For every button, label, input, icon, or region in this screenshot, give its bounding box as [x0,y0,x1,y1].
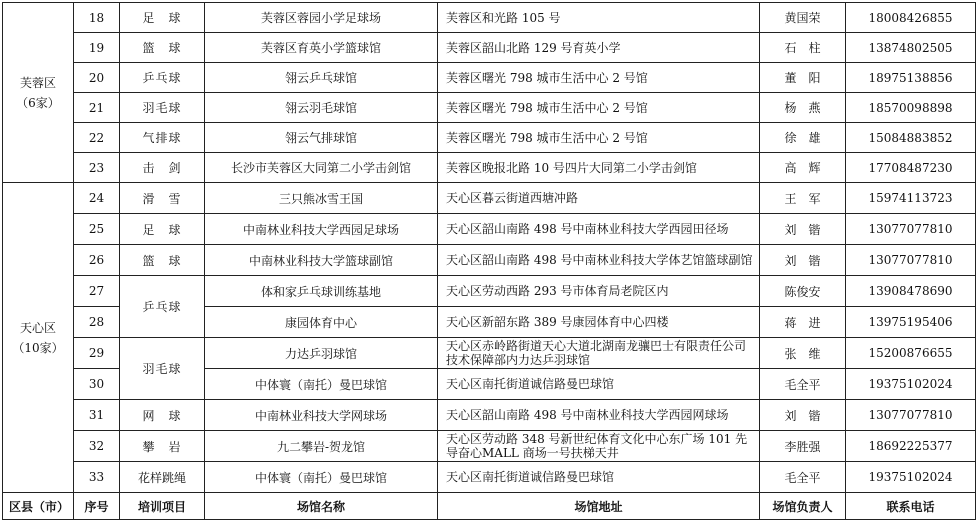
address-cell: 芙蓉区韶山北路 129 号育英小学 [438,33,760,63]
contact-cell: 刘 锴 [760,245,846,276]
address-cell: 芙蓉区曙光 798 城市生活中心 2 号馆 [438,63,760,93]
phone-cell: 13077077810 [846,400,976,431]
row-number: 31 [74,400,120,431]
phone-cell: 18570098898 [846,93,976,123]
venue-cell: 芙蓉区蓉园小学足球场 [205,3,438,33]
venue-cell: 芙蓉区育英小学篮球馆 [205,33,438,63]
sport-cell: 气排球 [120,123,205,153]
region-count: （6家） [16,95,60,110]
phone-cell: 19375102024 [846,462,976,493]
region-name: 芙蓉区 [19,75,56,90]
venue-cell: 中体寰（南托）曼巴球馆 [205,369,438,400]
header-sport: 培训项目 [120,493,205,520]
address-cell: 天心区南托街道诚信路曼巴球馆 [438,462,760,493]
row-number: 30 [74,369,120,400]
sport-cell: 羽毛球 [120,93,205,123]
address-cell: 天心区韶山南路 498 号中南林业科技大学西园网球场 [438,400,760,431]
venue-cell: 九二攀岩-贺龙馆 [205,431,438,462]
row-number: 28 [74,307,120,338]
sport-cell: 篮 球 [120,33,205,63]
table-row [3,153,976,183]
table-row [3,123,976,153]
contact-cell: 张 维 [760,338,846,369]
venue-cell: 长沙市芙蓉区大同第二小学击剑馆 [205,153,438,183]
contact-cell: 黄国荣 [760,3,846,33]
header-no: 序号 [74,493,120,520]
row-number: 24 [74,183,120,214]
table-row [3,183,976,214]
row-number: 21 [74,93,120,123]
region-cell-tianxin [3,183,74,493]
phone-cell: 19375102024 [846,369,976,400]
contact-cell: 李胜强 [760,431,846,462]
phone-cell: 18975138856 [846,63,976,93]
phone-cell: 13874802505 [846,33,976,63]
row-number: 26 [74,245,120,276]
contact-cell: 杨 燕 [760,93,846,123]
region-name: 天心区 [19,320,56,335]
address-cell: 芙蓉区晚报北路 10 号四片大同第二小学击剑馆 [438,153,760,183]
venue-cell: 中南林业科技大学篮球副馆 [205,245,438,276]
contact-cell: 毛全平 [760,369,846,400]
phone-cell: 13975195406 [846,307,976,338]
table-row [3,276,976,307]
venue-cell: 体和家乒乓球训练基地 [205,276,438,307]
sport-cell: 攀 岩 [120,431,205,462]
contact-cell: 董 阳 [760,63,846,93]
venue-cell: 中南林业科技大学西园足球场 [205,214,438,245]
contact-cell: 高 辉 [760,153,846,183]
table-row [3,214,976,245]
row-number: 27 [74,276,120,307]
row-number: 20 [74,63,120,93]
row-number: 18 [74,3,120,33]
region-cell-furong [3,3,74,183]
sport-cell: 篮 球 [120,245,205,276]
phone-cell: 18008426855 [846,3,976,33]
header-row [3,493,976,520]
sport-cell: 花样跳绳 [120,462,205,493]
phone-cell: 15084883852 [846,123,976,153]
header-contact: 场馆负责人 [760,493,846,520]
row-number: 25 [74,214,120,245]
table-row [3,338,976,369]
address-cell: 天心区韶山南路 498 号中南林业科技大学西园田径场 [438,214,760,245]
region-count: （10家） [12,340,64,355]
phone-cell: 13077077810 [846,245,976,276]
header-region: 区县（市） [3,493,74,520]
address-cell: 天心区南托街道诚信路曼巴球馆 [438,369,760,400]
table-row [3,431,976,462]
address-cell: 天心区韶山南路 498 号中南林业科技大学体艺馆篮球副馆 [438,245,760,276]
sport-cell: 击 剑 [120,153,205,183]
venue-cell: 三只熊冰雪王国 [205,183,438,214]
sport-cell: 足 球 [120,214,205,245]
address-cell: 芙蓉区曙光 798 城市生活中心 2 号馆 [438,93,760,123]
address-cell: 天心区赤岭路街道天心大道北湖南龙骧巴士有限责任公司技术保障部内力达乒羽球馆 [438,338,760,369]
table-row [3,63,976,93]
sport-cell-merged: 乒乓球 [120,276,205,338]
row-number: 19 [74,33,120,63]
phone-cell: 17708487230 [846,153,976,183]
row-number: 33 [74,462,120,493]
sport-cell-merged: 羽毛球 [120,338,205,400]
sport-cell: 网 球 [120,400,205,431]
sport-cell: 滑 雪 [120,183,205,214]
venue-table [2,2,976,520]
header-phone: 联系电话 [846,493,976,520]
contact-cell: 毛全平 [760,462,846,493]
venue-cell: 翎云乒乓球馆 [205,63,438,93]
contact-cell: 陈俊安 [760,276,846,307]
contact-cell: 蒋 进 [760,307,846,338]
phone-cell: 18692225377 [846,431,976,462]
table-row [3,3,976,33]
venue-cell: 翎云羽毛球馆 [205,93,438,123]
address-cell: 天心区劳动西路 293 号市体育局老院区内 [438,276,760,307]
phone-cell: 15200876655 [846,338,976,369]
address-cell: 天心区劳动路 348 号新世纪体育文化中心东广场 101 先导奋心MALL 商场一号扶梯天井 [438,431,760,462]
sport-cell: 乒乓球 [120,63,205,93]
phone-cell: 13908478690 [846,276,976,307]
address-cell: 芙蓉区曙光 798 城市生活中心 2 号馆 [438,123,760,153]
venue-cell: 中南林业科技大学网球场 [205,400,438,431]
venue-cell: 康园体育中心 [205,307,438,338]
table-row [3,400,976,431]
table-row [3,33,976,63]
contact-cell: 徐 雄 [760,123,846,153]
header-venue: 场馆名称 [205,493,438,520]
sport-cell: 足 球 [120,3,205,33]
phone-cell: 15974113723 [846,183,976,214]
row-number: 32 [74,431,120,462]
address-cell: 芙蓉区和光路 105 号 [438,3,760,33]
header-address: 场馆地址 [438,493,760,520]
table-row [3,245,976,276]
contact-cell: 王 军 [760,183,846,214]
row-number: 29 [74,338,120,369]
venue-cell: 中体寰（南托）曼巴球馆 [205,462,438,493]
table-row [3,93,976,123]
contact-cell: 刘 锴 [760,214,846,245]
phone-cell: 13077077810 [846,214,976,245]
table-row [3,462,976,493]
row-number: 22 [74,123,120,153]
address-cell: 天心区暮云街道西塘冲路 [438,183,760,214]
venue-cell: 力达乒羽球馆 [205,338,438,369]
contact-cell: 石 柱 [760,33,846,63]
contact-cell: 刘 锴 [760,400,846,431]
venue-cell: 翎云气排球馆 [205,123,438,153]
row-number: 23 [74,153,120,183]
address-cell: 天心区新韶东路 389 号康园体育中心四楼 [438,307,760,338]
